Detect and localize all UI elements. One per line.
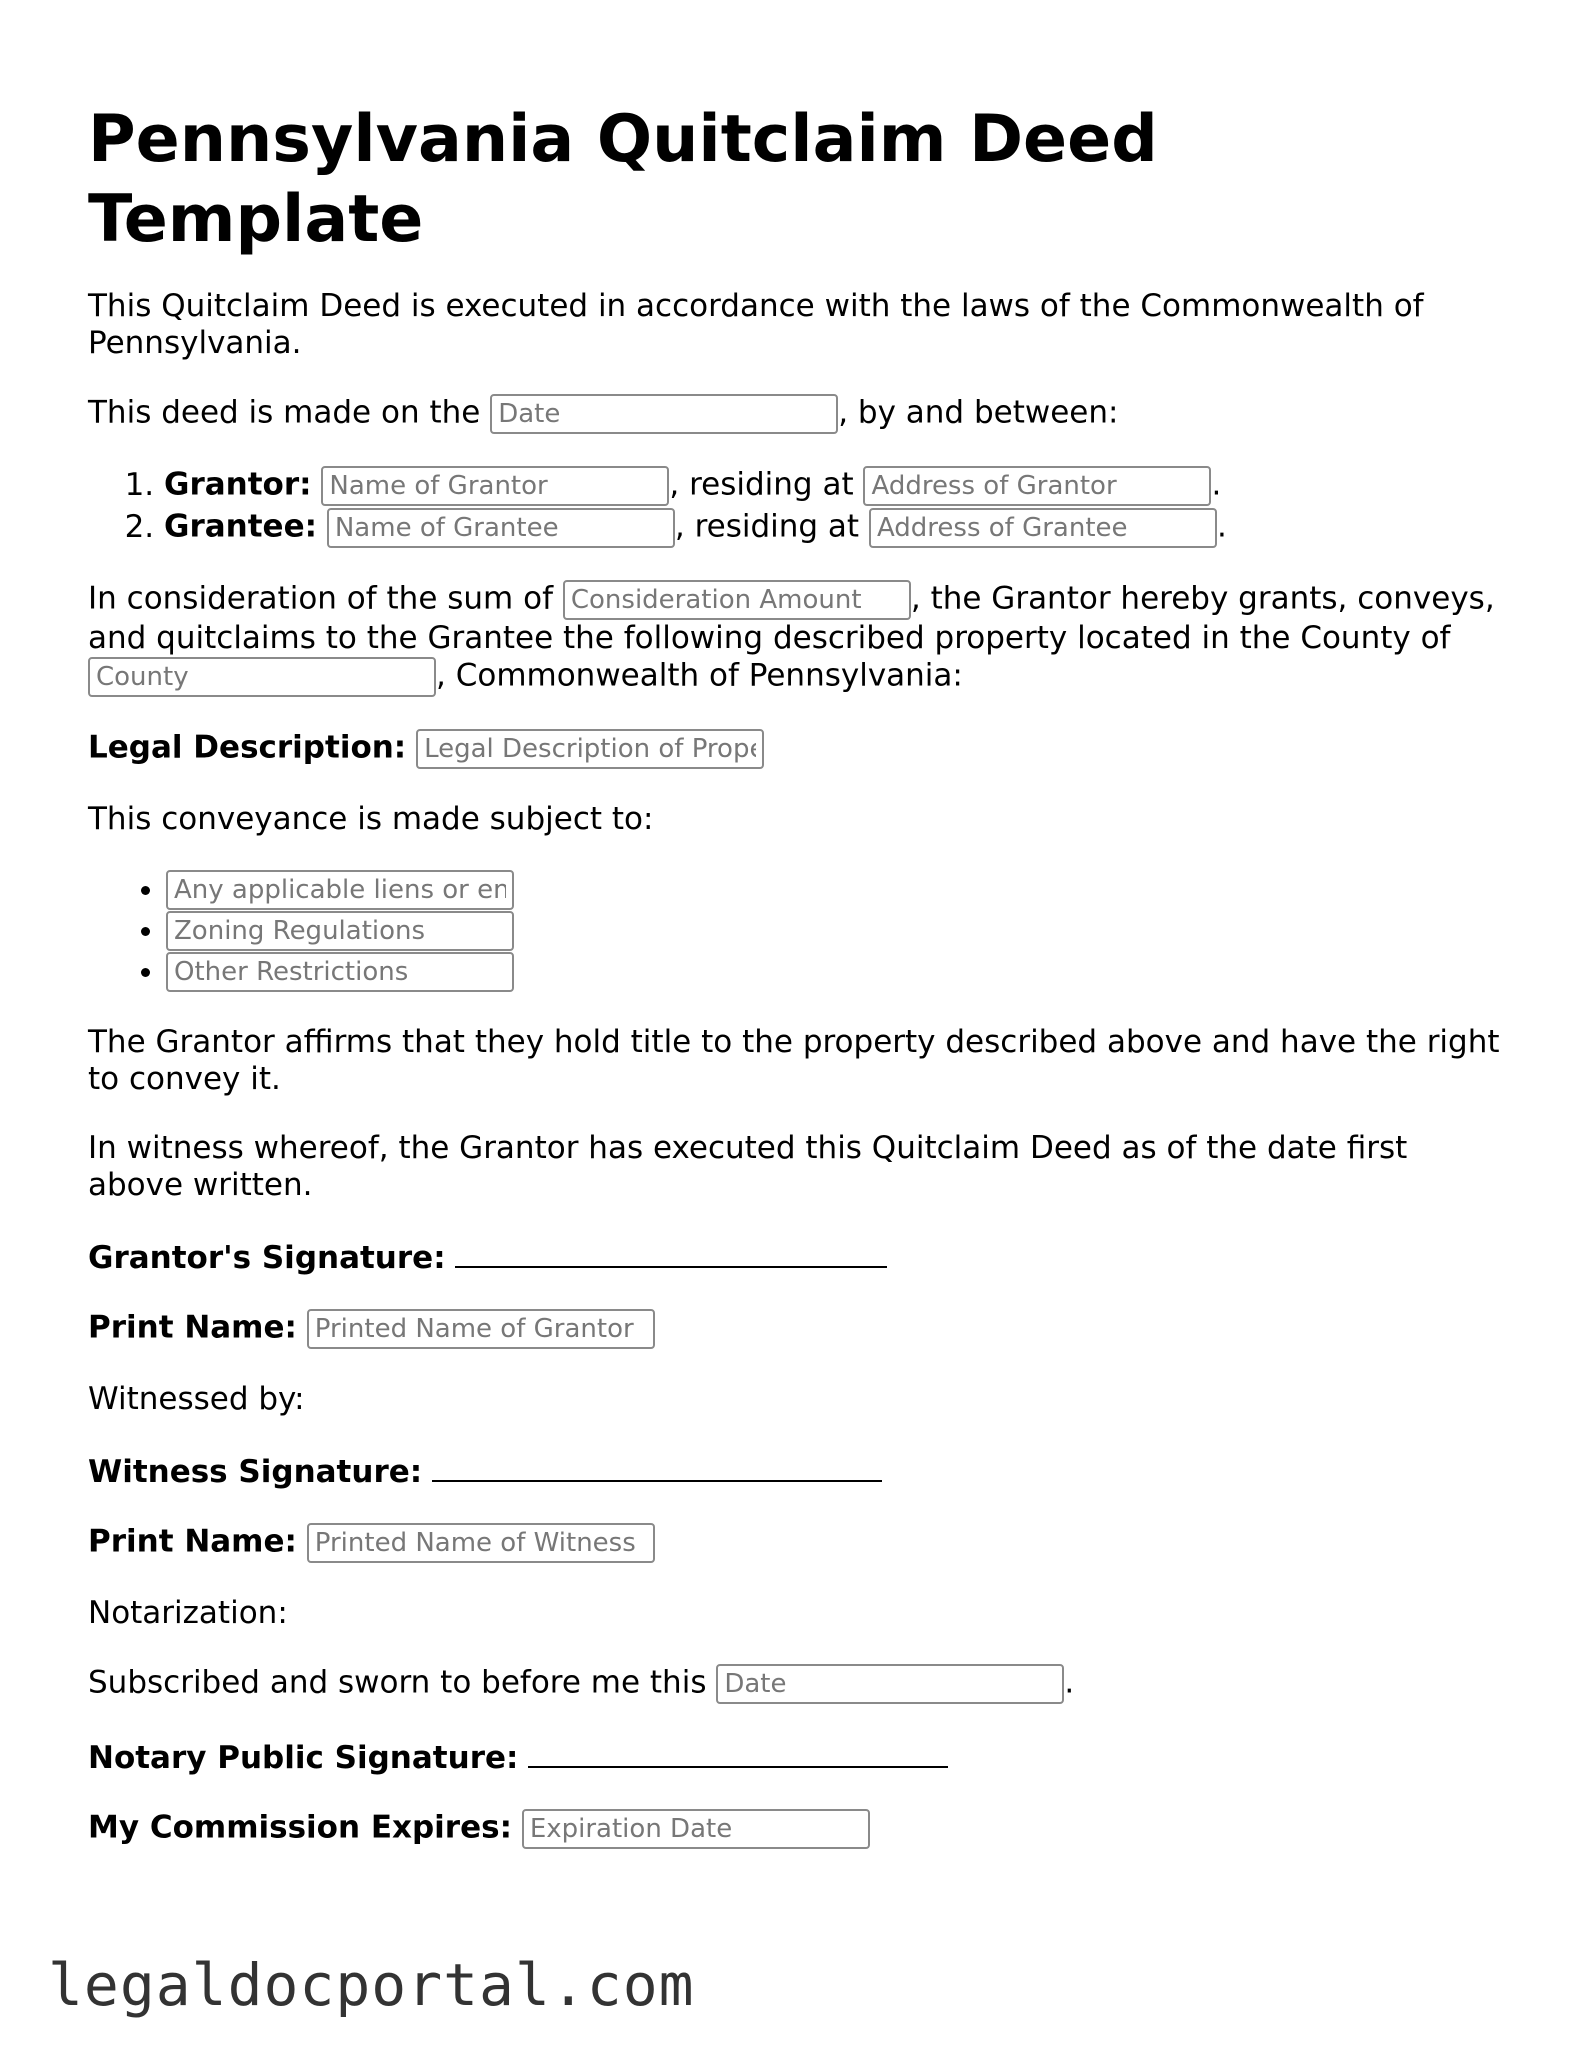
notary-signature-line: [88, 1736, 1508, 1777]
county-input[interactable]: [88, 657, 436, 697]
grantor-end: .: [1211, 466, 1222, 503]
sworn-end: .: [1064, 1664, 1075, 1701]
sworn-line: [88, 1664, 1508, 1704]
grantor-signature-label: Grantor's Signature:: [88, 1240, 446, 1276]
made-on-line: [88, 394, 1508, 434]
grantor-printed-name-input[interactable]: [307, 1309, 655, 1349]
affirm-paragraph: The Grantor affirms that they hold title to the property described above and have the right to convey it.: [88, 1024, 1500, 1097]
list-item: [166, 952, 1508, 992]
consideration-middle: , the Grantor hereby grants, conveys, and quitclaims to the Grantee the following described property located in the County of: [88, 580, 1495, 656]
commission-line: [88, 1809, 1508, 1849]
other-restrictions-input[interactable]: [166, 952, 514, 992]
page-title: Pennsylvania Quitclaim Deed Template: [88, 102, 1158, 257]
legal-description-input[interactable]: [416, 729, 764, 769]
consideration-before: In consideration of the sum of: [88, 580, 553, 617]
expiration-date-input[interactable]: [522, 1809, 870, 1849]
witness-printed-name-input[interactable]: [307, 1523, 655, 1563]
witness-print-label: Print Name:: [88, 1523, 297, 1560]
grantee-item: [164, 508, 1508, 548]
grantee-label: Grantee:: [164, 508, 317, 545]
grantor-item: [164, 466, 1508, 506]
document: [88, 100, 1508, 1881]
consideration-after: , Commonwealth of Pennsylvania:: [436, 657, 963, 694]
sworn-date-input[interactable]: [716, 1664, 1064, 1704]
sworn-text: Subscribed and sworn to before me this: [88, 1664, 707, 1701]
witness-signature-blank[interactable]: [432, 1450, 882, 1482]
witness-signature-line: [88, 1450, 1508, 1491]
consideration-amount-input[interactable]: [563, 580, 911, 620]
notary-signature-label: Notary Public Signature:: [88, 1740, 519, 1776]
witness-print-line: [88, 1523, 1508, 1563]
subject-to-intro: This conveyance is made subject to:: [88, 801, 654, 837]
grantee-residing-text: , residing at: [674, 508, 860, 545]
notary-signature-blank[interactable]: [528, 1736, 948, 1768]
grantor-label: Grantor:: [164, 466, 312, 503]
grantor-print-label: Print Name:: [88, 1309, 297, 1346]
deed-date-input[interactable]: [490, 394, 838, 434]
grantee-end: .: [1216, 508, 1227, 545]
commission-label: My Commission Expires:: [88, 1809, 512, 1846]
list-item: [166, 911, 1508, 951]
consideration-paragraph: [88, 580, 1508, 697]
notarization-heading: Notarization:: [88, 1595, 288, 1631]
list-item: [166, 870, 1508, 910]
witness-whereof-paragraph: In witness whereof, the Grantor has executed this Quitclaim Deed as of the date first above written.: [88, 1130, 1408, 1203]
grantor-signature-blank[interactable]: [455, 1236, 887, 1268]
intro-paragraph: This Quitclaim Deed is executed in accordance with the laws of the Commonwealth of Pennsylvania.: [88, 288, 1424, 361]
made-on-text: This deed is made on the: [88, 394, 481, 431]
grantor-print-line: [88, 1309, 1508, 1349]
witnessed-by: Witnessed by:: [88, 1381, 305, 1417]
grantor-signature-line: [88, 1236, 1508, 1277]
grantor-name-input[interactable]: [321, 466, 669, 506]
made-on-after-text: , by and between:: [838, 394, 1119, 431]
grantor-address-input[interactable]: [863, 466, 1211, 506]
grantee-address-input[interactable]: [869, 508, 1217, 548]
zoning-input[interactable]: [166, 911, 514, 951]
legal-description-line: [88, 729, 1508, 769]
parties-list: [88, 466, 1508, 548]
watermark: legaldocportal.com: [48, 1951, 695, 2019]
subject-to-list: [88, 870, 1508, 992]
witness-signature-label: Witness Signature:: [88, 1454, 423, 1490]
grantee-name-input[interactable]: [327, 508, 675, 548]
legal-description-label: Legal Description:: [88, 729, 407, 766]
liens-input[interactable]: [166, 870, 514, 910]
grantor-residing-text: , residing at: [669, 466, 854, 503]
